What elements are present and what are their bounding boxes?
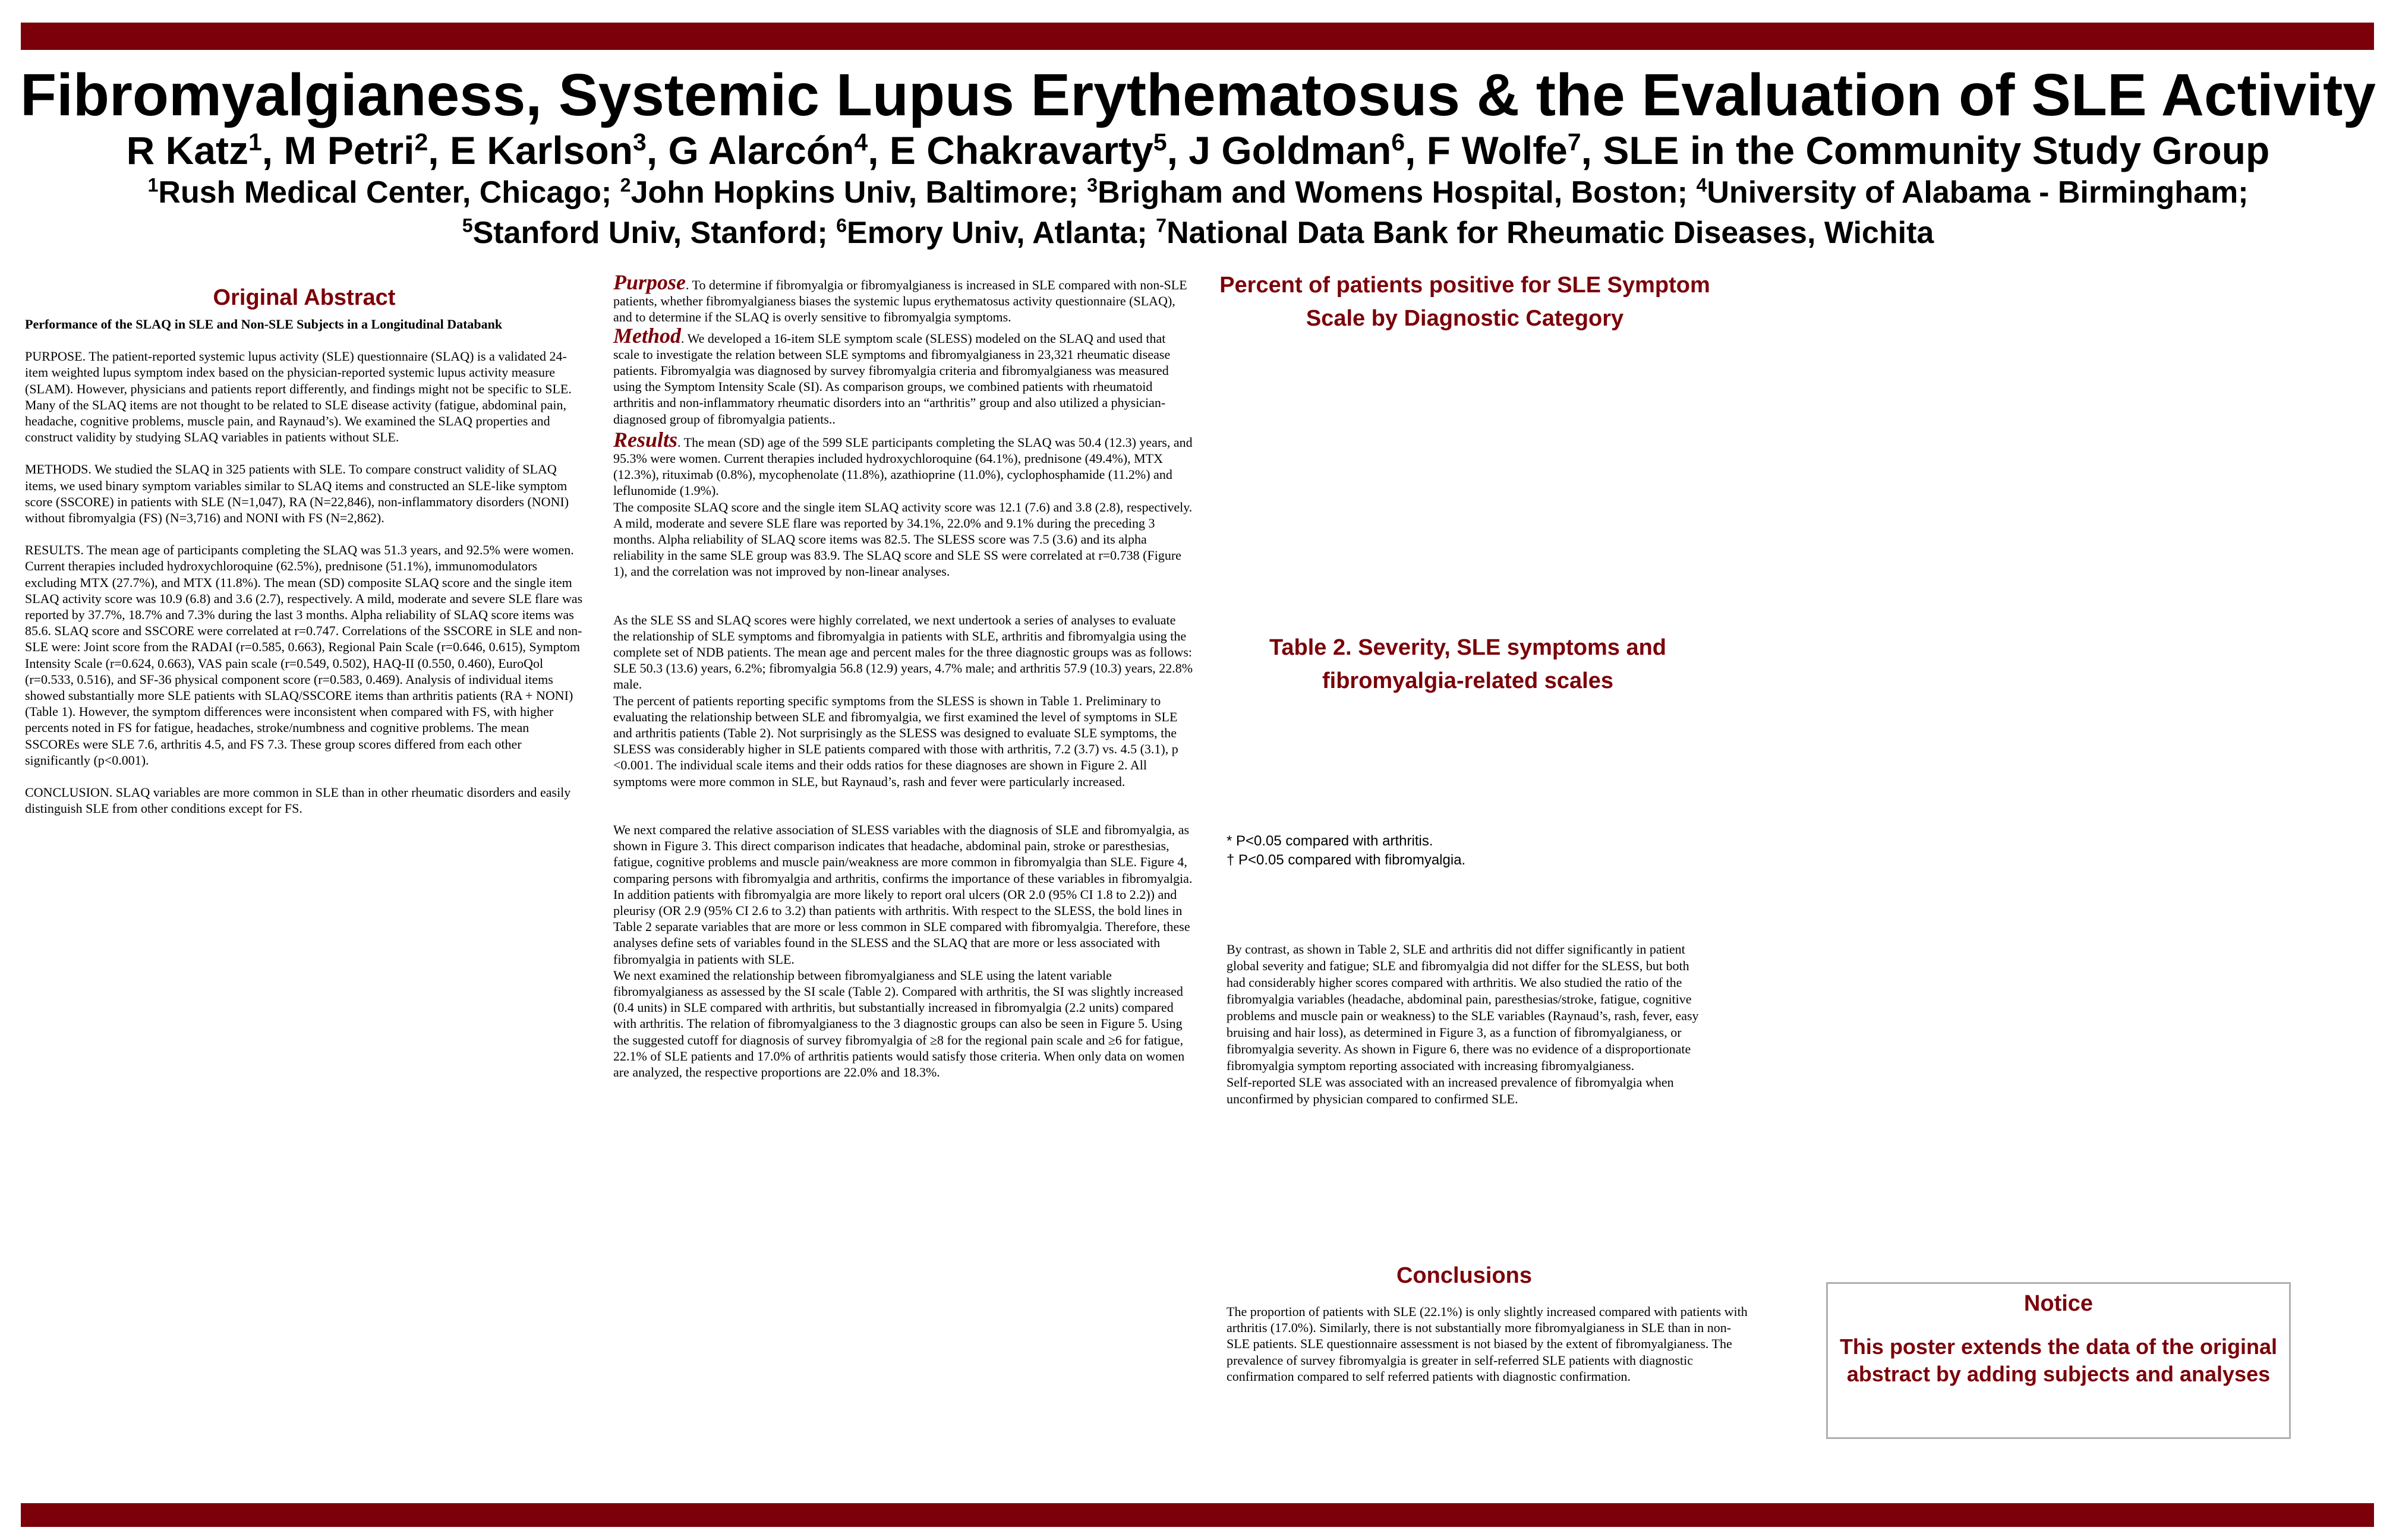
body-paragraph: By contrast, as shown in Table 2, SLE and arthritis did not differ significantly in patient global severity and fatigue; SLE and fibromyalgia did not differ for the SLESS, but both had considerably higher scores compared with arthritis. We also studied the ratio of the fibromyalgia variables (headache, abdominal pain, paresthesias/stroke, fatigue, cognitive problems and muscle pain or weakness) to the SLE variables (Raynaud’s, rash, fever, easy bruising and hair loss), as determined in Figure 3, as a function of fibromyalgianess, or fibromyalgia severity. As shown in Figure 6, there was no evidence of a disproportionate fibromyalgia symptom reporting associated with increasing fibromyalgianess. (1227, 942, 1699, 1073)
footnote: * P<0.05 compared with arthritis. (1227, 833, 1433, 849)
affiliation: $^5$Stanford Univ, Stanford; (462, 214, 828, 250)
conclusions-text (1227, 1304, 1749, 1384)
affiliation: $^2$John Hopkins Univ, Baltimore; (620, 174, 1079, 210)
bottom-banner-bar (21, 1503, 2374, 1527)
poster-title: Fibromyalgianess, Systemic Lupus Erythematosus & the Evaluation of SLE Activity (20, 62, 2376, 128)
method-label: Method (613, 323, 682, 348)
abstract-conclusion: CONCLUSION. SLAQ variables are more common in SLE than in other rheumatic disorders and easily distinguish SLE from other conditions except for FS. (25, 785, 571, 816)
middle-column (613, 270, 1193, 1080)
affiliation: $^4$University of Alabama - Birmingham; (1696, 174, 2249, 210)
abstract-column (25, 284, 584, 816)
study-group: SLE in the Community Study Group (1603, 128, 2270, 172)
body-paragraph: As the SLE SS and SLAQ scores were highly correlated, we next undertook a series of analyses to evaluate the relationship of SLE symptoms and fibromyalgia in patients with SLE, arthritis and fibromyalgia using the complete set of NDB patients. The mean age and percent males for the three diagnostic groups was as follows: SLE 50.3 (13.6) years, 6.2%; fibromyalgia 56.8 (12.9) years, 4.7% male; and arthritis 57.9 (10.3) years, 22.8% male. (613, 612, 1193, 692)
top-banner-bar (21, 23, 2374, 50)
author: G Alarcón$^4$ (668, 128, 868, 172)
method-section (613, 323, 1193, 427)
author: R Katz$^1$ (126, 128, 262, 172)
affiliation: $^6$Emory Univ, Atlanta; (836, 214, 1147, 250)
abstract-methods: METHODS. We studied the SLAQ in 325 patients with SLE. To compare construct validity of SLAQ items, we used binary symptom variables similar to SLAQ items and constructed an SLE-like symptom score (SSCORE) in patients with SLE (N=1,047), RA (N=22,846), non-inflammatory disorders (NONI) without fibromyalgia (FS) (N=3,716) and NONI with FS (N=2,862). (25, 462, 569, 526)
right-text-column (1227, 941, 1702, 1107)
results-paragraph: The composite SLAQ score and the single item SLAQ activity score was 12.1 (7.6) and 3.8 (2.8), respectively. A mild, moderate and severe SLE flare was reported by 34.1%, 22.0% and 9.1% during the preceding 3 months. Alpha reliability of SLAQ score items was 82.5. The SLESS score was 7.5 (3.6) and its alpha reliability in the same SLE group was 83.9. The SLAQ score and SLE SS were correlated at r=0.738 (Figure 1), and the correlation was not improved by non-linear analyses. (613, 499, 1193, 579)
conclusions-paragraph: The proportion of patients with SLE (22.1%) is only slightly increased compared with patients with arthritis (17.0%). Similarly, there is not substantially more fibromyalgianess in SLE than in non-SLE patients. SLE questionnaire assessment is not biased by the extent of fibromyalgianess. The prevalence of survey fibromyalgia is greater in self-referred SLE patients with diagnostic confirmation compared to self referred patients with diagnostic confirmation. (1227, 1304, 1748, 1384)
conclusions-heading: Conclusions (1396, 1263, 1533, 1288)
author: E Chakravarty$^5$ (889, 128, 1167, 172)
affiliation: $^1$Rush Medical Center, Chicago; (147, 174, 612, 210)
purpose-section (613, 270, 1193, 326)
affiliation: $^7$National Data Bank for Rheumatic Diseases, Wichita (1156, 214, 1934, 250)
affiliation-line (0, 213, 2396, 253)
body-paragraph: We next compared the relative association of SLESS variables with the diagnosis of SLE and fibromyalgia, as shown in Figure 3. This direct comparison indicates that headache, abdominal pain, stroke or paresthesias, fatigue, cognitive problems and muscle pain/weakness are more common in fibromyalgia than SLE. Figure 4, comparing persons with fibromyalgia and arthritis, confirms the importance of these variables in fibromyalgia. In addition patients with fibromyalgia are more likely to report oral ulcers (OR 2.0 (95% CI 1.8 to 2.2)) and pleurisy (OR 2.9 (95% CI 2.6 to 3.2) than patients with arthritis. With respect to the SLESS, the bold lines in Table 2 separate variables that are more or less common in SLE compared with fibromyalgia. Therefore, these analyses define sets of variables found in the SLESS and the SLAQ that are more or less associated with fibromyalgia in patients with SLE. (613, 822, 1193, 967)
notice-box (1826, 1282, 2291, 1439)
author: M Petri$^2$ (283, 128, 428, 172)
abstract-subtitle: Performance of the SLAQ in SLE and Non-SLE Subjects in a Longitudinal Databank (25, 317, 503, 332)
table-title: Table 2. Severity, SLE symptoms and fibromyalgia-related scales (1269, 635, 1667, 693)
affiliation: $^3$Brigham and Womens Hospital, Boston; (1087, 174, 1688, 210)
results-text: . The mean (SD) age of the 599 SLE participants completing the SLAQ was 50.4 (12.3) years, and 95.3% were women. Current therapies included hydroxychloroquine (64.1%), prednisone (49.4%), MTX (12.3%), rituximab (0.8%), mycophenolate (11.8%), azathioprine (11.0%), cyclophosphamide (11.2%) and leflunomide (1.9%). (613, 434, 1193, 498)
table-footnotes (1227, 832, 1702, 870)
notice-body: This poster extends the data of the original abstract by adding subjects and analyses (1839, 1334, 2278, 1386)
body-paragraph: The percent of patients reporting specific symptoms from the SLESS is shown in Table 1. Preliminary to evaluating the relationship between SLE and fibromyalgia, we first examined the level of symptoms in SLE and arthritis patients (Table 2). Not surprisingly as the SLESS was designed to evaluate SLE symptoms, the SLESS was considerably higher in SLE patients compared with those with arthritis, 7.2 (3.7) vs. 4.5 (3.1), p <0.001. The individual scale items and their odds ratios for these diagnoses are shown in Figure 2. All symptoms were more common in SLE, but Raynaud’s, rash and fever were particularly increased. (613, 693, 1178, 789)
author-list: R Katz$^1$, M Petri$^2$, E Karlson$^3$, G Alarcón$^4$, E Chakravarty$^5$, J Goldman$^6$, F Wolfe$^7$, SLE in the Community Study Group (126, 128, 2270, 172)
results-section (613, 427, 1193, 499)
footnote: † P<0.05 compared with fibromyalgia. (1227, 852, 1466, 868)
abstract-purpose: PURPOSE. The patient-reported systemic lupus activity (SLE) questionnaire (SLAQ) is a validated 24-item weighted lupus symptom index based on the physician-reported systemic lupus activity measure (SLAM). However, physicians and patients report differently, and findings might not be specific to SLE. Many of the SLAQ items are not thought to be related to SLE disease activity (fatigue, abdominal pain, headache, cognitive problems, muscle pain, and Raynaud’s). We examined the SLAQ properties and construct validity by studying SLAQ variables in patients without SLE. (25, 349, 572, 445)
purpose-label: Purpose (613, 270, 686, 294)
purpose-text: . To determine if fibromyalgia or fibromyalgianess is increased in SLE compared with non-SLE patients, whether fibromyalgianess biases the systemic lupus erythematosus activity questionnaire (SLAQ), and to determine if the SLAQ is overly sensitive to fibromyalgia symptoms. (613, 277, 1187, 325)
notice-title: Notice (2023, 1291, 2094, 1316)
affiliation-line (0, 172, 2396, 213)
method-text: . We developed a 16-item SLE symptom scale (SLESS) modeled on the SLAQ and used that scale to investigate the relation between SLE symptoms and fibromyalgianess in 23,321 rheumatic disease patients. Fibromyalgia was diagnosed by survey fibromyalgia criteria and fibromyalgianess was measured using the Symptom Intensity Scale (SI). As comparison groups, we combined patients with rheumatoid arthritis and non-inflammatory rheumatic disorders into an “arthritis” group and also utilized a physician-diagnosed group of fibromyalgia patients.. (613, 330, 1171, 427)
author: E Karlson$^3$ (449, 128, 647, 172)
figure-title: Percent of patients positive for SLE Symptom Scale by Diagnostic Category (1219, 273, 1710, 331)
results-label: Results (613, 427, 678, 452)
author: J Goldman$^6$ (1188, 128, 1405, 172)
author: F Wolfe$^7$ (1426, 128, 1581, 172)
body-paragraph: Self-reported SLE was associated with an increased prevalence of fibromyalgia when unconfirmed by physician compared to confirmed SLE. (1227, 1075, 1674, 1106)
abstract-heading: Original Abstract (213, 285, 396, 310)
affiliations (0, 172, 2396, 253)
abstract-results: RESULTS. The mean age of participants completing the SLAQ was 51.3 years, and 92.5% were women. Current therapies included hydroxychloroquine (62.5%), prednisone (51.1%), immunomodulators excluding MTX (27.7%), and MTX (11.8%). The mean (SD) composite SLAQ score and the single item SLAQ activity score was 10.9 (6.8) and 3.6 (2.7), respectively. A mild, moderate and severe SLE flare was reported by 37.7%, 18.7% and 7.3% during the last 3 months. Alpha reliability of SLAQ score items was 85.6. SLAQ score and SSCORE were correlated at r=0.747. Correlations of the SSCORE in SLE and non-SLE were: Joint score from the RADAI (r=0.585, 0.663), Regional Pain Scale (r=0.646, 0.615), Symptom Intensity Scale (r=0.624, 0.663), VAS pain scale (r=0.549, 0.502), HAQ-II (0.550, 0.460), EuroQol (r=0.533, 0.516), and SF-36 physical component score (r=0.583, 0.469). Analysis of individual items showed substantially more SLE patients with SLAQ/SSCORE items than arthritis patients (RA + NONI) (Table 1). However, the symptom differences were inconsistent when compared with FS, with higher percents noted in FS for fatigue, headaches, stroke/numbness and cognitive problems. The mean SSCOREs were SLE 7.6, arthritis 4.5, and FS 7.3. These group scores differed from each other significantly (p<0.001). (25, 542, 583, 768)
body-paragraph: We next examined the relationship between fibromyalgianess and SLE using the latent variable fibromyalgianess as assessed by the SI scale (Table 2). Compared with arthritis, the SI was slightly increased (0.4 units) in SLE compared with arthritis, but substantially increased in fibromyalgia (2.2 units) compared with arthritis. The relation of fibromyalgianess to the 3 diagnostic groups can also be seen in Figure 5. Using the suggested cutoff for diagnosis of survey fibromyalgia of ≥8 for the regional pain scale and ≥6 for fatigue, 22.1% of SLE patients and 17.0% of arthritis patients would satisfy those criteria. When only data on women are analyzed, the respective proportions are 22.0% and 18.3%. (613, 967, 1185, 1080)
